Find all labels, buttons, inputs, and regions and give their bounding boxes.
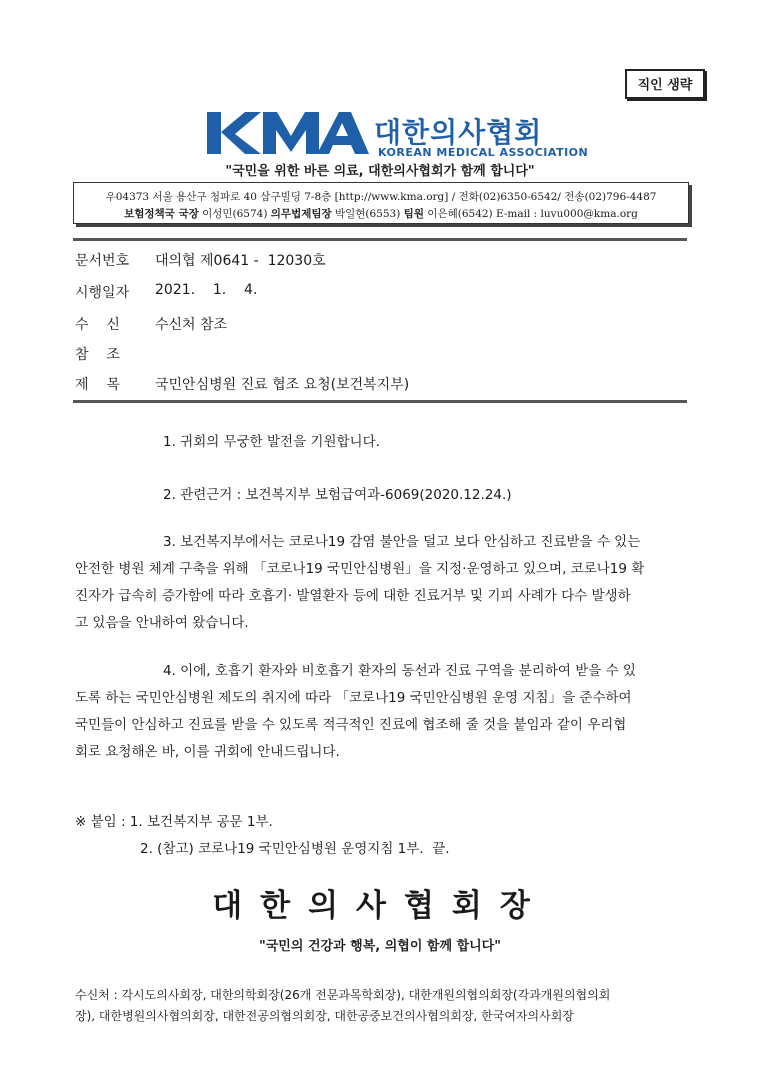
staff-person: 박일현(6553): [331, 208, 404, 220]
paragraph-3-line: 3. 보건복지부에서는 코로나19 감염 불안을 덜고 보다 안심하고 진료받을 수 있는: [163, 534, 641, 550]
contact-box: [73, 182, 689, 224]
recipients-line: 수신처 : 각시도의사회장, 대한의학회장(26개 전문과목학회장), 대한개원의협의회장(각과개원의협의회: [75, 988, 611, 1002]
paragraph-3-line: 안전한 병원 체계 구축을 위해 「코로나19 국민안심병원」을 지정·운영하고 있으며, 코로나19 확: [75, 561, 645, 577]
meta-value: 수신처 참조: [155, 317, 228, 333]
kma-logo: [205, 108, 370, 158]
staff-role: 보험정책국 국장: [124, 208, 199, 220]
seal-omitted-badge: 직인 생략: [625, 69, 705, 99]
staff-role: 팀원: [403, 208, 424, 220]
bottom-slogan: "국민의 건강과 행복, 의협이 함께 합니다": [258, 939, 502, 954]
meta-reference: [75, 344, 675, 364]
paragraph-3-line: 고 있음을 안내하여 왔습니다.: [75, 615, 249, 631]
paragraph-4-line: 국민들이 안심하고 진료를 받을 수 있도록 적극적인 진료에 협조해 줄 것을 붙임과 같이 우리협: [75, 717, 627, 733]
paragraph-4-line: 회로 요청해온 바, 이를 귀회에 안내드립니다.: [75, 744, 340, 760]
paragraph-2: 2. 관련근거 : 보건복지부 보험급여과-6069(2020.12.24.): [163, 487, 512, 503]
meta-subject: [75, 374, 675, 394]
org-name-korean: 대한의사협회: [374, 116, 543, 149]
contact-address-line: 우04373 서울 용산구 청파로 40 삼구빌딩 7-8층 [http://www.kma.org] / 전화(02)6350-6542/ 전송(02)796-4487: [105, 191, 657, 203]
paragraph-4-line: 도록 하는 국민안심병원 제도의 취지에 따라 「코로나19 국민안심병원 운영 지침」을 준수하여: [75, 690, 632, 706]
staff-role: 의무법제팀장: [270, 208, 332, 220]
divider: [73, 238, 687, 241]
meta-recipient: [75, 314, 675, 334]
meta-value: 국민안심병원 진료 협조 요청(보건복지부): [155, 377, 410, 393]
signature: 대한의사협회장: [212, 888, 548, 924]
paragraph-1: 1. 귀회의 무궁한 발전을 기원합니다.: [163, 434, 380, 450]
meta-label: 시행일자: [75, 285, 130, 301]
attachment-2: 2. (참고) 코로나19 국민안심병원 운영지침 1부. 끝.: [140, 841, 450, 857]
paragraph-3-line: 진자가 급속히 증가함에 따라 호흡기· 발열환자 등에 대한 진료거부 및 기피 사례가 다수 발생하: [75, 588, 631, 604]
meta-value: 대의협 제0641 - 12030호: [155, 253, 326, 269]
org-name-english: KOREAN MEDICAL ASSOCIATION: [378, 146, 589, 159]
meta-label: 참 조: [75, 347, 120, 363]
meta-doc-number: [75, 250, 675, 270]
recipients-line: 장), 대한병원의사협의회장, 대한전공의협의회장, 대한공중보건의사협의회장, 한국여자의사회장: [75, 1009, 574, 1023]
org-slogan: "국민을 위한 바른 의료, 대한의사협회가 함께 합니다": [225, 164, 535, 179]
staff-person: 이성민(6574): [198, 208, 271, 220]
kma-logo-mark: [205, 108, 370, 158]
attachment-1: ※ 붙임 : 1. 보건복지부 공문 1부.: [75, 814, 273, 830]
paragraph-4-line: 4. 이에, 호흡기 환자와 비호흡기 환자의 동선과 진료 구역을 분리하여 받을 수 있: [163, 663, 636, 679]
staff-person: 이은혜(6542) E-mail : luvu000@kma.org: [423, 208, 638, 220]
meta-date: [75, 282, 675, 302]
recipients-list: [75, 985, 689, 1027]
meta-label: 문서번호: [75, 253, 130, 269]
meta-label: 수 신: [75, 317, 120, 333]
divider: [73, 400, 687, 403]
meta-value: 2021. 1. 4.: [155, 282, 258, 298]
contact-staff-line: [74, 206, 688, 221]
meta-label: 제 목: [75, 377, 120, 393]
